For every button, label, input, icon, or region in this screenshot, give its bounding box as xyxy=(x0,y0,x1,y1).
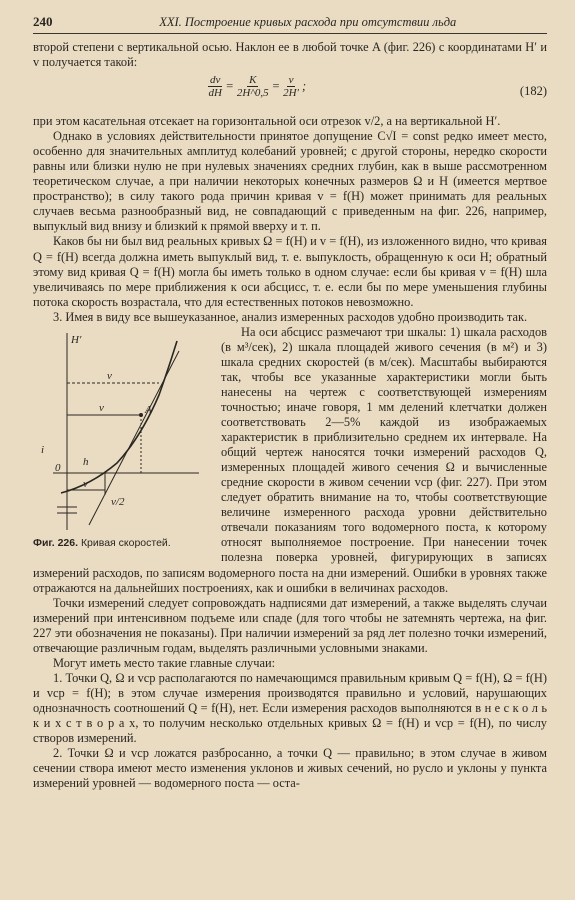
page-number: 240 xyxy=(33,14,53,29)
paragraph-7: Точки измерений следует сопровождать надписями дат измерений, а также выделять случаи измерений при интенсивном подъеме или спаде (для того чтобы не затемнять чертежа, на фиг. 227 эти обозначения не показаны). При наличии измерений за ряд лет полезно точки измерений, отвечающие различным годам, выделять различными условными знаками. xyxy=(33,595,547,655)
figure-226 xyxy=(31,325,211,550)
label-small-h: h xyxy=(83,455,89,468)
label-v-half: v/2 xyxy=(111,495,125,508)
paragraph-4: Каков бы ни был вид реальных кривых Ω = f(H) и v = f(H), из изложенного видно, что кривая Q = f(H) всегда должна иметь выпуклый вид, т. е. выпуклость, обращенную к оси H; обратный этому вид кривая Q = f(H) могла бы иметь только в одном случае: если бы кривая v = f(H) шла увеличиваясь по мере приближения к оси абсцисс, т. е. если бы по мере уменьшения глубины потока скорость возрастала, что для естественных потоков невозможно. xyxy=(33,234,547,309)
label-point-a: A xyxy=(145,403,152,416)
eq-equals-1: = xyxy=(225,79,234,94)
tangent-line xyxy=(89,351,179,525)
equation-number: (182) xyxy=(519,84,547,99)
paragraph-6: На оси абсцисс размечают три шкалы: 1) шкала расходов (в м³/сек), 2) шкала площадей живого сечения (в м²) и 3) шкала средних скоростей (в м/сек). Масштабы выбираются так, чтобы все указанные характеристики могли быть нанесены на чертеж с соответствующей измерениям точностью; иначе говоря, 1 мм делений клетчатки должен соответствовать 2—5% каждой из изображаемых характеристик в приблизительно среднем их интервале. На общий чертеж наносятся точки измерений расходов Q, измеренных площадей живого сечения Ω и вычисленные средние скорости в живом сечении vср (фиг. 227). При этом следует обратить внимание на то, чтобы соответствующие величине измеренного расхода уровни действительно отвечали показаниям того водомерного поста, к которому относят выполняемое построение. При нанесении точек полезна поверка уровней, фигурирующих в записях измерений расходов, по записям водомерного поста на дни измерений. Ошибки в уровнях также отражаются на дальнейших построениях, как и ошибки в величинах расходов. xyxy=(33,324,547,595)
eq-frac-dvdh: $\frac{dv}{dH}$ xyxy=(208,74,222,100)
label-left-i: i xyxy=(41,443,45,456)
paragraph-1: второй степени с вертикальной осью. Наклон ее в любой точке A (фиг. 226) с координатами H′ и v получается такой: xyxy=(33,40,547,70)
label-v-top: v xyxy=(107,369,112,382)
label-origin: 0 xyxy=(55,461,61,474)
equation-182 xyxy=(33,72,547,112)
page-header xyxy=(33,14,547,34)
figure-caption xyxy=(31,537,211,550)
label-h-axis: H′ xyxy=(71,333,82,346)
paragraph-5: 3. Имея в виду все вышеуказанное, анализ измеренных расходов удобно производить так. xyxy=(53,309,528,324)
eq-frac-k: $\frac{K}{2H\^{}0,5}$ xyxy=(236,74,269,100)
paragraph-10: 2. Точки Ω и vср ложатся разбросанно, а точки Q — правильно; в этом случае в живом сечении створа имеют место изменения уклонов и живых сечений, но русло и уклоны у пункта измерений уровней — водомерного поста — оста- xyxy=(33,746,547,791)
eq-semicolon: ; xyxy=(301,79,307,94)
label-v-mid: v xyxy=(99,401,104,414)
point-a xyxy=(139,413,143,417)
equation-body xyxy=(208,74,306,99)
paragraph-2: при этом касательная отсекает на горизонтальной оси отрезок v/2, а на вертикальной H′. xyxy=(33,114,501,129)
label-v-low: v xyxy=(83,477,88,490)
running-head: XXI. Построение кривых расхода при отсутствии льда xyxy=(159,15,457,29)
paragraph-3: Однако в условиях действительности принятое допущение C√I = const редко имеет место, особенно для значительных амплитуд колебаний уровней; с другой стороны, нередко скорости равны или близки нулю не при нулевых значениях средних глубин, как в выше рассмотренном теоретическом случае, а при наличии некоторых конечных размеров Ω и H (имеется мертвое пространство); в силу такого рода причин кривая v = f(H) может принимать для реальных случаев весьма разнообразный вид, не совпадающий с приведенным на фиг. 226, например, выпуклый вид внизу и близкий к прямой вверху и т. п. xyxy=(33,129,547,234)
velocity-curve xyxy=(61,341,177,493)
eq-equals-2: = xyxy=(271,79,281,94)
caption-label: Фиг. 226. xyxy=(33,536,79,549)
eq-frac-v: $\frac{v}{2H'}$ xyxy=(283,74,299,100)
paragraph-9: 1. Точки Q, Ω и vср располагаются по намечающимся правильным кривым Q = f(H), Ω = f(H) и vср = f(H); в этом случае измерения производятся правильно и условий, нарушающих однозначность соотношений Q = f(H), нет. Если измерения расходов выполняются в н е с к о л ь к и х с т в о р а х, то получим несколько отдельных кривых Ω = f(H) и vср = f(H), по числу створов измерений. xyxy=(33,670,547,746)
velocity-curve-diagram xyxy=(31,325,211,537)
caption-text: Кривая скоростей. xyxy=(80,536,171,549)
paragraph-8: Могут иметь место такие главные случаи: xyxy=(53,655,276,670)
